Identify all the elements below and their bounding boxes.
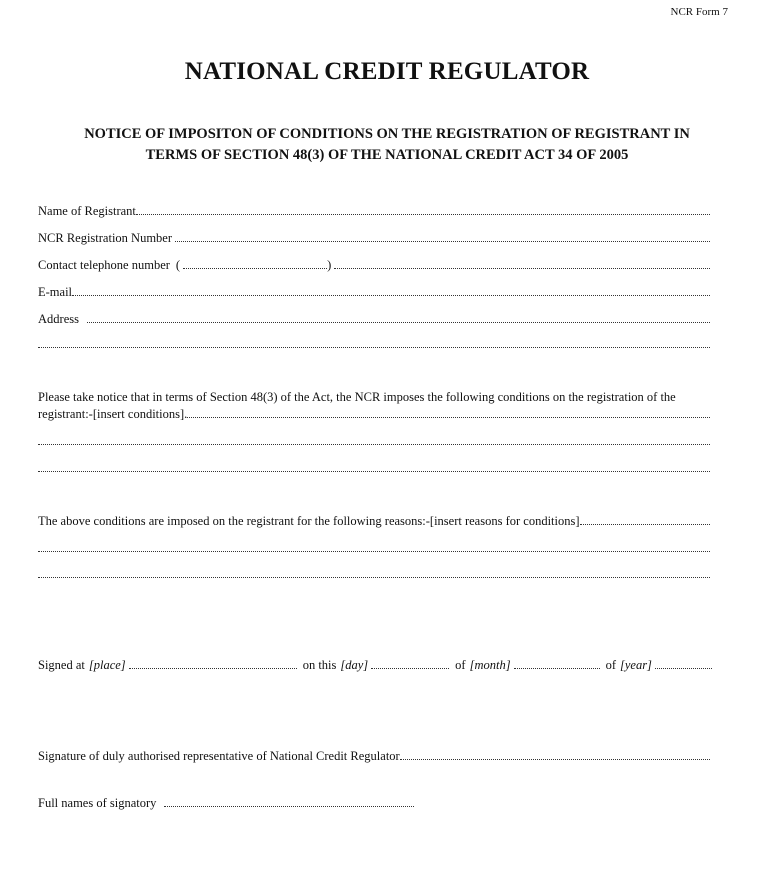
reasons-line-1[interactable] bbox=[580, 513, 710, 525]
phone-open-paren: ( bbox=[175, 258, 181, 272]
month-label: [month] bbox=[469, 658, 511, 672]
full-names-field[interactable] bbox=[38, 795, 414, 811]
year-line[interactable] bbox=[655, 657, 712, 669]
registrant-name-label: Name of Registrant bbox=[38, 204, 136, 218]
phone-area-code-line[interactable] bbox=[183, 257, 327, 269]
full-names-line[interactable] bbox=[164, 795, 414, 807]
address-line-2-row[interactable] bbox=[38, 336, 710, 352]
registrant-name-field[interactable] bbox=[38, 203, 710, 219]
signed-at-label: Signed at bbox=[38, 658, 85, 672]
address-label: Address bbox=[38, 312, 79, 326]
conditions-line-3[interactable] bbox=[38, 460, 710, 472]
reasons-field[interactable] bbox=[38, 513, 710, 529]
reasons-intro: The above conditions are imposed on the registrant for the following reasons:-[insert reasons for conditions] bbox=[38, 514, 580, 528]
signed-at-row bbox=[38, 657, 712, 673]
of-month-label: of bbox=[455, 658, 466, 672]
page-title: NATIONAL CREDIT REGULATOR bbox=[184, 58, 590, 85]
ncr-number-field[interactable] bbox=[38, 230, 710, 246]
conditions-row-3[interactable] bbox=[38, 460, 710, 476]
conditions-intro bbox=[38, 389, 718, 406]
conditions-field[interactable] bbox=[38, 406, 710, 422]
form-number: NCR Form 7 bbox=[670, 6, 728, 18]
full-names-label: Full names of signatory bbox=[38, 796, 157, 810]
subtitle-line-2: TERMS OF SECTION 48(3) OF THE NATIONAL CREDIT ACT 34 OF 2005 bbox=[145, 147, 629, 163]
ncr-number-line[interactable] bbox=[175, 230, 710, 242]
phone-close-paren: ) bbox=[327, 258, 332, 272]
registrant-name-line[interactable] bbox=[136, 203, 710, 215]
on-this-label: on this bbox=[302, 658, 337, 672]
reasons-row-3[interactable] bbox=[38, 566, 710, 582]
month-line[interactable] bbox=[514, 657, 600, 669]
reasons-line-3[interactable] bbox=[38, 566, 710, 578]
signature-field[interactable] bbox=[38, 748, 710, 764]
signature-label: Signature of duly authorised representative of National Credit Regulator bbox=[38, 749, 400, 763]
email-line[interactable] bbox=[72, 284, 710, 296]
subtitle-line-1: NOTICE OF IMPOSITON OF CONDITIONS ON THE REGISTRATION OF REGISTRANT IN bbox=[84, 126, 690, 142]
conditions-intro-line-1: Please take notice that in terms of Section 48(3) of the Act, the NCR imposes the following conditions on the registration of the bbox=[38, 390, 676, 404]
day-line[interactable] bbox=[371, 657, 449, 669]
conditions-intro-line-2: registrant:-[insert conditions]. bbox=[38, 407, 188, 421]
email-label: E-mail bbox=[38, 285, 73, 299]
conditions-line-2[interactable] bbox=[38, 433, 710, 445]
phone-label: Contact telephone number bbox=[38, 258, 170, 272]
place-label: [place] bbox=[88, 658, 126, 672]
conditions-row-2[interactable] bbox=[38, 433, 710, 449]
phone-field[interactable] bbox=[38, 257, 710, 273]
reasons-row-2[interactable] bbox=[38, 540, 710, 556]
year-label: [year] bbox=[619, 658, 652, 672]
form-subtitle bbox=[0, 124, 774, 166]
day-label: [day] bbox=[340, 658, 369, 672]
conditions-line-1[interactable] bbox=[187, 406, 710, 418]
address-field[interactable] bbox=[38, 311, 710, 327]
of-year-label: of bbox=[605, 658, 616, 672]
signature-line[interactable] bbox=[400, 748, 710, 760]
reasons-line-2[interactable] bbox=[38, 540, 710, 552]
phone-number-line[interactable] bbox=[334, 257, 710, 269]
address-line-2[interactable] bbox=[38, 336, 710, 348]
address-line-1[interactable] bbox=[87, 311, 710, 323]
email-field[interactable] bbox=[38, 284, 710, 300]
place-line[interactable] bbox=[129, 657, 297, 669]
ncr-number-label: NCR Registration Number bbox=[38, 231, 173, 245]
